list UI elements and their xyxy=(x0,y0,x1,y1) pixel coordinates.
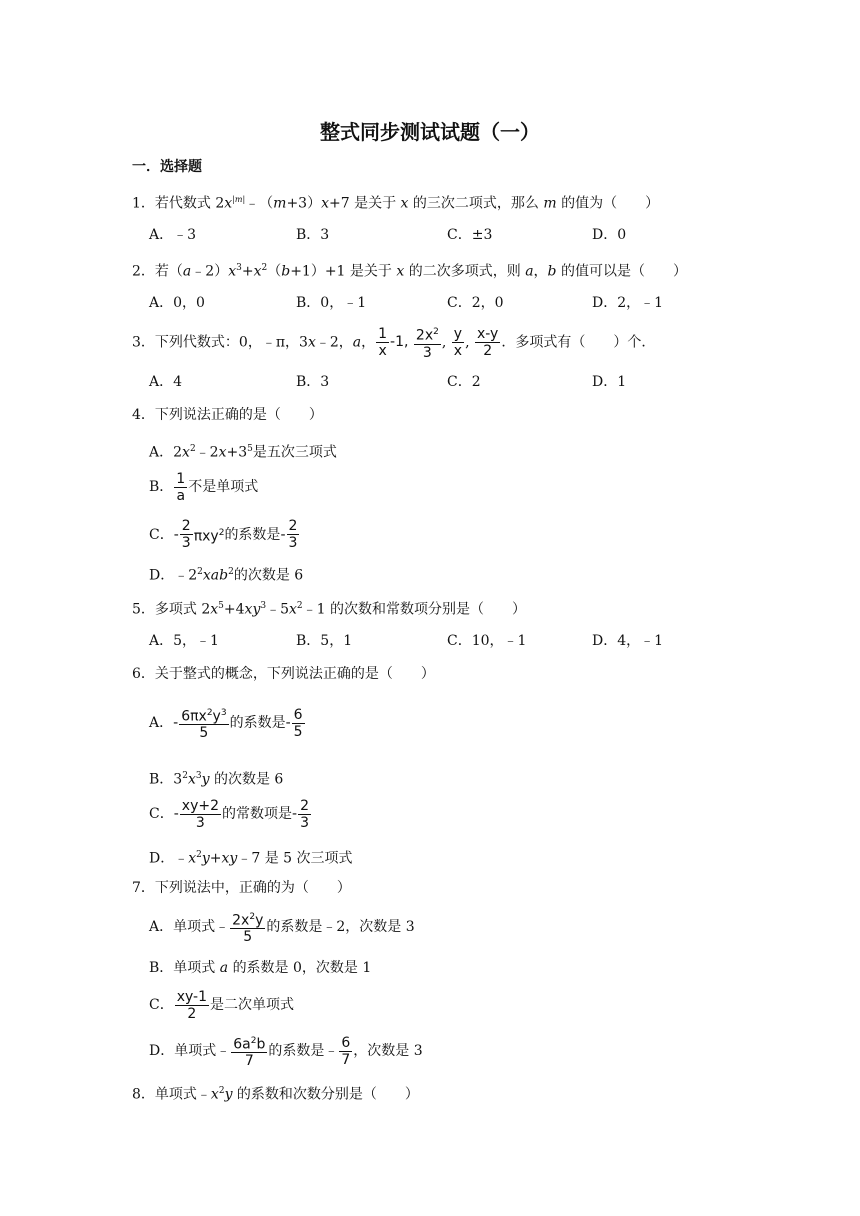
question-5-stem: 5．多项式 $2x^5+4xy^3﹣5x^2﹣1$ 的次数和常数项分别是（ ） xyxy=(132,601,527,618)
q4-option-d: D．$﹣2^2xab^2$的次数是 6 xyxy=(149,567,304,584)
q2-option-d: D．2，﹣1 xyxy=(592,295,664,311)
page-title: 整式同步测试试题（一） xyxy=(320,120,540,144)
q1-option-c: C．±3 xyxy=(447,227,493,243)
question-2-stem: 2．若$(a﹣2)x^3+x^2(b+1)+1$ 是关于 x 的二次多项式，则 a，b 的值可以是（ ） xyxy=(132,263,687,280)
q3-option-b: B．3 xyxy=(296,374,330,390)
q1-option-d: D．0 xyxy=(592,227,627,243)
fraction-1-over-x: $\frac{1}{x}$ xyxy=(378,325,388,359)
q3-option-d: D．1 xyxy=(592,374,627,390)
q6-option-c: C．- $\frac{xy+2}{3}$ 的常数项是- $\frac{2}{3}$ xyxy=(149,797,309,831)
fraction-x-minus-y-over-2: $\frac{x-y}{2}$ xyxy=(476,325,499,359)
q4-option-b: B． $\frac{1}{a}$ 不是单项式 xyxy=(149,470,259,504)
question-8-stem: 8．单项式$﹣x^2y$ 的系数和次数分别是（ ） xyxy=(132,1086,419,1103)
q2-option-c: C．2，0 xyxy=(447,295,504,311)
question-1-stem: 1．若代数式 $2x^{|m|}﹣(m+3)x+7$ 是关于 x 的三次二项式，那么 m 的值为（ ） xyxy=(132,195,660,212)
q1-option-b: B．3 xyxy=(296,227,330,243)
q2-option-a: A．0，0 xyxy=(149,295,205,311)
fraction-y-over-x: $\frac{y}{x}$ xyxy=(453,325,463,359)
q5-option-b: B．5，1 xyxy=(296,633,353,649)
q6-option-a: A．- $\frac{6\pi x^2y^3}{5}$ 的系数是- $\frac{6}{5}$ xyxy=(149,706,303,742)
q5-option-a: A．5，﹣1 xyxy=(149,633,219,649)
q7-option-b: B．单项式 a 的系数是 0，次数是 1 xyxy=(149,960,372,976)
q3-option-a: A．4 xyxy=(149,374,183,390)
q7-option-d: D．单项式﹣ $\frac{6a^2b}{7}$ 的系数是﹣ $\frac{6}{7}$ ，次数是 3 xyxy=(149,1034,423,1070)
q7-option-c: C． $\frac{xy-1}{2}$ 是二次单项式 xyxy=(149,988,295,1022)
q5-option-d: D．4，﹣1 xyxy=(592,633,664,649)
q2-option-b: B．0，﹣1 xyxy=(296,295,367,311)
question-7-stem: 7．下列说法中，正确的为（ ） xyxy=(132,880,351,896)
q6-option-d: D．$﹣x^2y+xy﹣7$ 是 5 次三项式 xyxy=(149,850,353,867)
q3-option-c: C．2 xyxy=(447,374,481,390)
question-3-stem: 3．下列代数式：0，﹣π，3x﹣2，a， $\frac{1}{x}$ -1, $\frac{2x^2}{3}$ , $\frac{y}{x}$ , $\frac{x-y}{2}$ ．多项式有（ ）个． xyxy=(132,325,656,361)
section-heading: 一．选择题 xyxy=(132,159,202,175)
q1-option-a: A．﹣3 xyxy=(149,227,197,243)
q6-option-b: B．$3^2x^3y$ 的次数是 6 xyxy=(149,771,284,788)
q4-option-c: C．- $\frac{2}{3}$ πxy$^2$的系数是- $\frac{2}{3}$ xyxy=(149,518,298,552)
question-6-stem: 6．关于整式的概念，下列说法正确的是（ ） xyxy=(132,666,435,682)
fraction-2x2-over-3: $\frac{2x^2}{3}$ xyxy=(414,324,441,361)
q5-option-c: C．10，﹣1 xyxy=(447,633,527,649)
q7-option-a: A．单项式﹣ $\frac{2x^2y}{5}$ 的系数是﹣2，次数是 3 xyxy=(149,907,415,947)
question-4-stem: 4．下列说法正确的是（ ） xyxy=(132,407,323,423)
q4-option-a: A．$2x^2﹣2x+3^5$是五次三项式 xyxy=(149,444,337,461)
